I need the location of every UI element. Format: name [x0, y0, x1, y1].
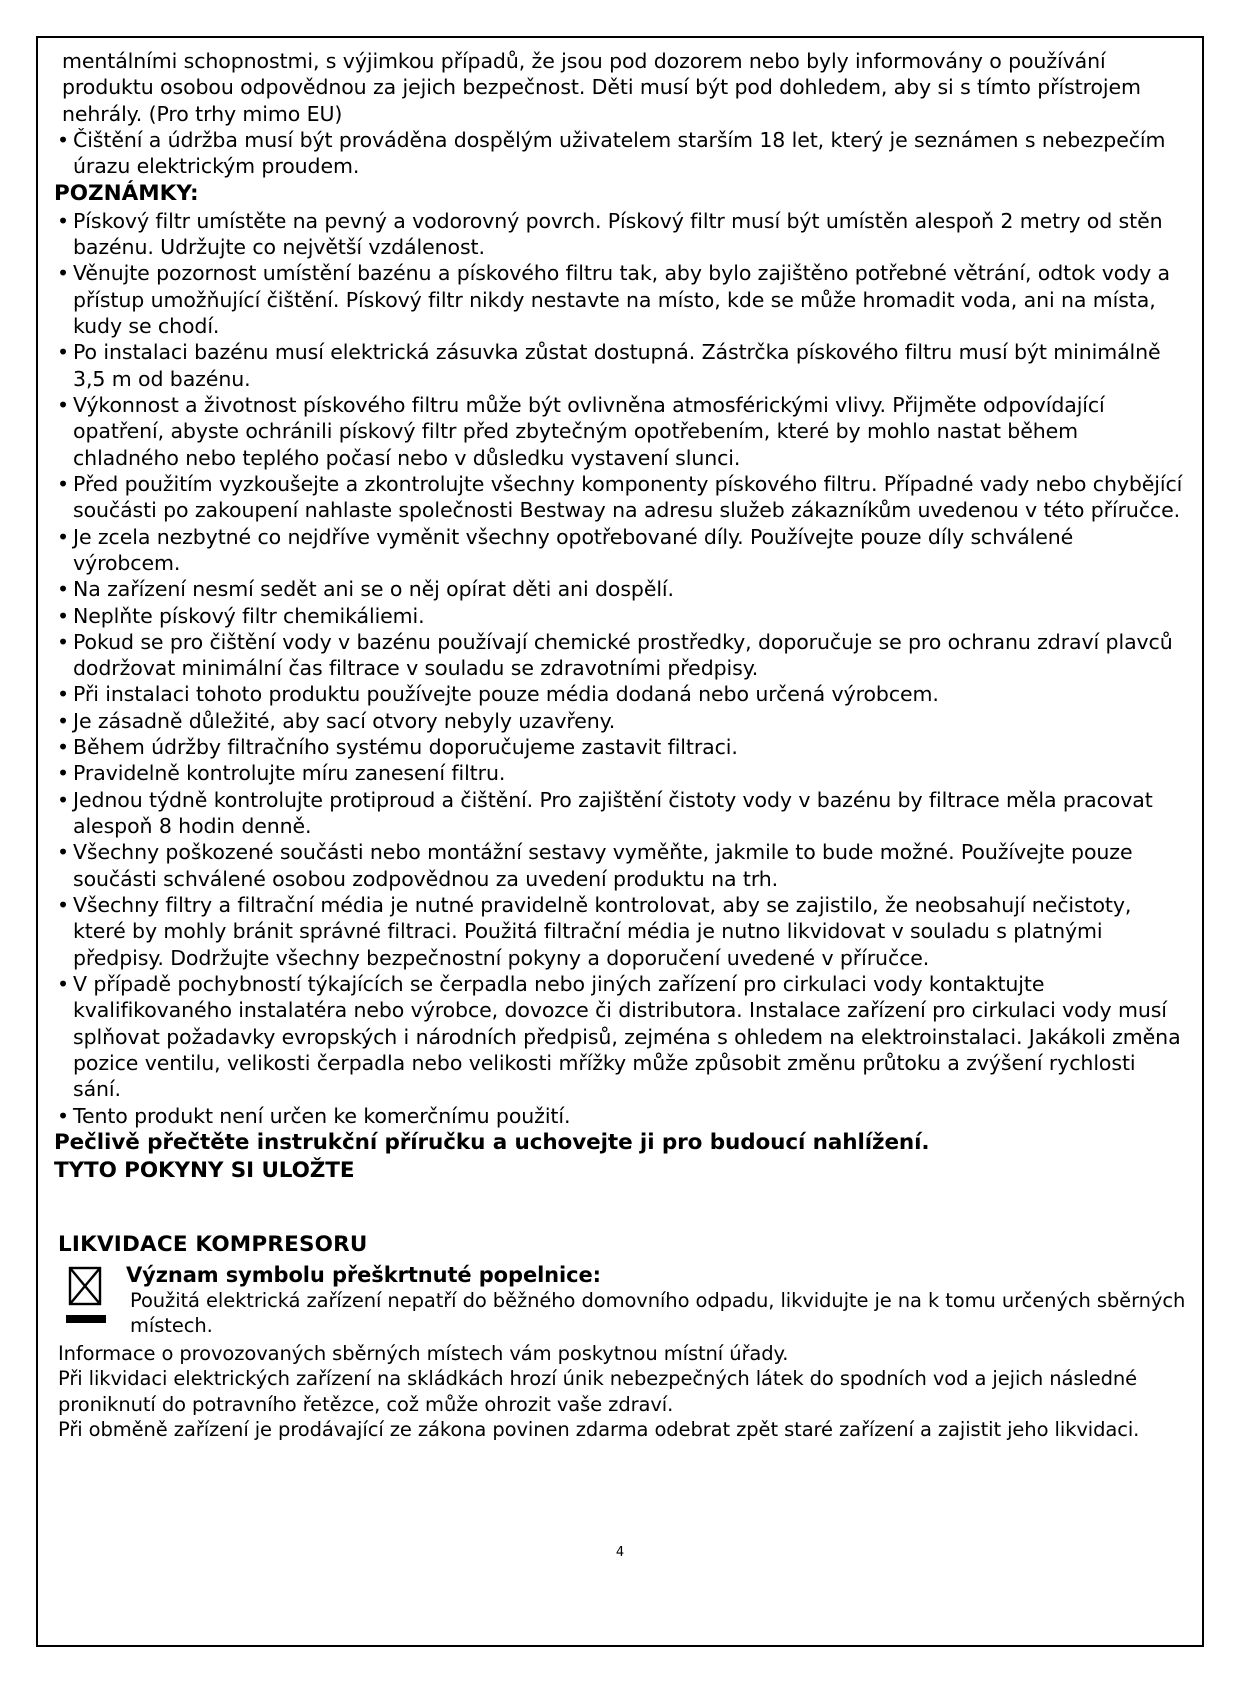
intro-bullet-list	[54, 127, 1186, 180]
disposal-symbol-text: Použitá elektrická zařízení nepatří do běžného domovního odpadu, likvidujte je na k tomu určených sběrných místech.	[130, 1289, 1186, 1338]
disposal-symbol-heading: Význam symbolu přeškrtnuté popelnice:	[126, 1262, 601, 1287]
disposal-section-title: LIKVIDACE KOMPRESORU	[58, 1231, 368, 1257]
intro-paragraph: mentálními schopnostmi, s výjimkou případů, že jsou pod dozorem nebo byly informovány o používání produktu osobou odpovědnou za jejich bezpečnost. Děti musí být pod dohledem, aby si s tímto přístrojem nehrály. (Pro trhy mimo EU)	[62, 49, 1141, 126]
disposal-paragraph: Informace o provozovaných sběrných místech vám poskytnou místní úřady.	[58, 1342, 789, 1366]
list-item: • Pískový filtr umístěte na pevný a vodorovný povrch. Pískový filtr musí být umístěn alespoň 2 metry od stěn bazénu. Udržujte co největší vzdálenost.	[54, 208, 1186, 261]
list-item: • Po instalaci bazénu musí elektrická zásuvka zůstat dostupná. Zástrčka pískového filtru musí být minimálně 3,5 m od bazénu.	[54, 339, 1186, 392]
warning-read-manual: Pečlivě přečtěte instrukční příručku a uchovejte ji pro budoucí nahlížení.	[54, 1130, 930, 1156]
warning-save-instructions: TYTO POKYNY SI ULOŽTE	[54, 1158, 355, 1184]
list-item: • Na zařízení nesmí sedět ani se o něj opírat děti ani dospělí.	[54, 576, 1186, 602]
disposal-paragraph: Při likvidaci elektrických zařízení na skládkách hrozí únik nebezpečných látek do spodních vod a jejich následné proniknutí do potravního řetězce, což může ohrozit vaše zdraví.	[58, 1367, 1138, 1416]
disposal-paragraph: Při obměně zařízení je prodávající ze zákona povinen zdarma odebrat zpět staré zařízení a zajistit jeho likvidaci.	[58, 1418, 1140, 1442]
list-item: • Před použitím vyzkoušejte a zkontrolujte všechny komponenty pískového filtru. Případné vady nebo chybějící součásti po zakoupení nahlaste společnosti Bestway na adresu služeb zákazníkům uvedenou v této příručce.	[54, 471, 1186, 524]
list-item: • Při instalaci tohoto produktu používejte pouze média dodaná nebo určená výrobcem.	[54, 681, 1186, 707]
list-item: • Pravidelně kontrolujte míru zanesení filtru.	[54, 760, 1186, 786]
list-item: • Všechny filtry a filtrační média je nutné pravidelně kontrolovat, aby se zajistilo, že neobsahují nečistoty, které by mohly bránit správné filtraci. Použitá filtrační média je nutno likvidovat v souladu s platnými předpisy. Dodržujte všechny bezpečnostní pokyny a doporučení uvedené v příručce.	[54, 892, 1186, 971]
list-item: • Neplňte pískový filtr chemikáliemi.	[54, 603, 1186, 629]
page-content	[54, 48, 1186, 1442]
disposal-paragraphs	[54, 1341, 1186, 1442]
notes-list	[54, 208, 1186, 1129]
list-item: • Během údržby filtračního systému doporučujeme zastavit filtraci.	[54, 734, 1186, 760]
disposal-symbol-block	[54, 1262, 1186, 1339]
page-number: 4	[615, 1545, 625, 1560]
list-item: • Jednou týdně kontrolujte protiproud a čištění. Pro zajištění čistoty vody v bazénu by filtrace měla pracovat alespoň 8 hodin denně.	[54, 787, 1186, 840]
notes-heading: POZNÁMKY:	[54, 180, 199, 206]
list-item: • Tento produkt není určen ke komerčnímu použití.	[54, 1103, 1186, 1129]
list-item: • Pokud se pro čištění vody v bazénu používají chemické prostředky, doporučuje se pro ochranu zdraví plavců dodržovat minimální čas filtrace v souladu se zdravotními předpisy.	[54, 629, 1186, 682]
list-item: • Všechny poškozené součásti nebo montážní sestavy vyměňte, jakmile to bude možné. Používejte pouze součásti schválené osobou zodpovědnou za uvedení produktu na trh.	[54, 839, 1186, 892]
list-item: • V případě pochybností týkajících se čerpadla nebo jiných zařízení pro cirkulaci vody kontaktujte kvalifikovaného instalatéra nebo výrobce, dovozce či distributora. Instalace zařízení pro cirkulaci vody musí splňovat požadavky evropských i národních předpisů, zejména s ohledem na elektroinstalaci. Jakákoli změna pozice ventilu, velikosti čerpadla nebo velikosti mřížky může způsobit změnu průtoku a zvýšení rychlosti sání.	[54, 971, 1186, 1103]
list-item: • Je zcela nezbytné co nejdříve vyměnit všechny opotřebované díly. Používejte pouze díly schválené výrobcem.	[54, 524, 1186, 577]
list-item: • Je zásadně důležité, aby sací otvory nebyly uzavřeny.	[54, 708, 1186, 734]
crossed-out-wheelie-bin-icon	[64, 1265, 112, 1331]
list-item: • Čištění a údržba musí být prováděna dospělým uživatelem starším 18 let, který je seznámen s nebezpečím úrazu elektrickým proudem.	[54, 127, 1186, 180]
list-item: • Věnujte pozornost umístění bazénu a pískového filtru tak, aby bylo zajištěno potřebné větrání, odtok vody a přístup umožňující čištění. Pískový filtr nikdy nestavte na místo, kde se může hromadit voda, ani na místa, kudy se chodí.	[54, 260, 1186, 339]
section-spacer	[54, 1186, 1186, 1230]
list-item: • Výkonnost a životnost pískového filtru může být ovlivněna atmosférickými vlivy. Přijměte odpovídající opatření, abyste ochránili pískový filtr před zbytečným opotřebením, které by mohlo nastat během chladného nebo teplého počasí nebo v důsledku vystavení slunci.	[54, 392, 1186, 471]
